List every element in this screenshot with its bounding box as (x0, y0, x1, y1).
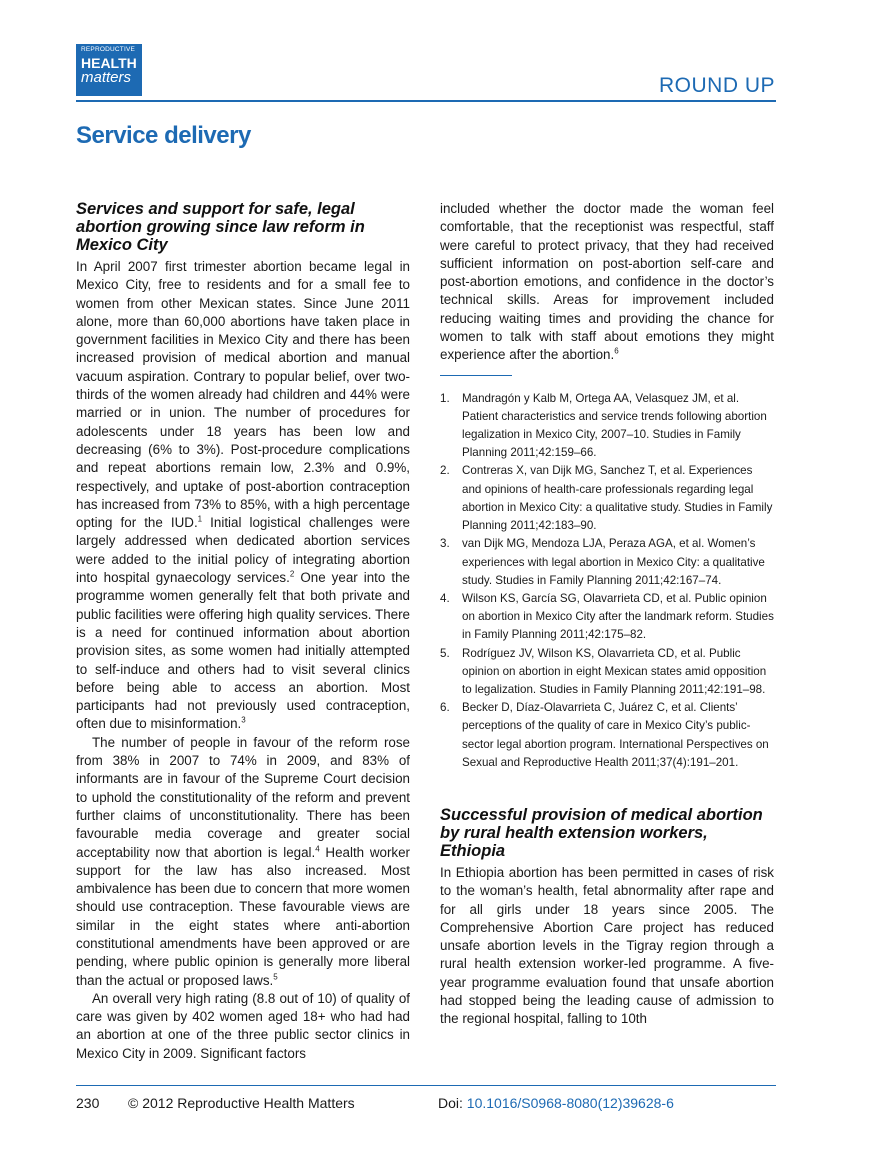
reference-item: 5. Rodríguez JV, Wilson KS, Olavarrieta CD, et al. Public opinion on abortion in eight Mexican states amid opposition to legalization. Studies in Family Planning 2011;42:191–98. (440, 646, 767, 696)
doi-label: Doi: (438, 1095, 467, 1111)
citation-3[interactable]: 3 (241, 715, 246, 725)
reference-list (440, 390, 774, 772)
citation-5[interactable]: 5 (273, 972, 278, 982)
article2-title: Successful provision of medical abortion by rural health extension workers, Ethiopia (440, 805, 763, 860)
reference-item: 6. Becker D, Díaz-Olavarrieta C, Juárez C, et al. Clients’ perceptions of the quality of care in Mexico City’s public-sector legal abortion program. International Perspectives on Sexual and Reproductive Health 2011;37(4):191–201. (440, 701, 769, 769)
citation-1[interactable]: 1 (197, 514, 203, 524)
journal-logo (76, 44, 142, 96)
article2-paragraph-1: In Ethiopia abortion has been permitted in cases of risk to the woman’s health, fetal abnormality after rape and for all girls under 18 years since 2005. The Comprehensive Abortion Care project has reduced unsafe abortion levels in the Tigray region through a rural health extension worker-led programme. A five-year programme evaluation found that unsafe abortion had stopped being the leading cause of admission to the regional hospital, falling to 10th (440, 864, 774, 1027)
page-number: 230 (76, 1095, 100, 1111)
doi (438, 1095, 674, 1111)
citation-4[interactable]: 4 (315, 844, 320, 854)
footer-rule (76, 1085, 776, 1086)
header-rule (76, 100, 776, 102)
reference-item: 2. Contreras X, van Dijk MG, Sanchez T, et al. Experiences and opinions of health-care professionals regarding legal abortion in Mexico City: a qualitative study. Studies in Family Planning 2011;42:183–90. (440, 464, 773, 533)
copyright-notice: © 2012 Reproductive Health Matters (128, 1095, 355, 1111)
citation-6[interactable]: 6 (614, 346, 619, 356)
references-rule (440, 375, 512, 376)
reference-item: 4. Wilson KS, García SG, Olavarrieta CD, et al. Public opinion on abortion in Mexico City after the landmark reform. Studies in Family Planning 2011;42:175–82. (440, 591, 774, 642)
article1-paragraph-3: An overall very high rating (8.8 out of 10) of quality of care was given by 402 women aged 18+ who had had an abortion at one of the three public sector clinics in Mexico City in 2009. Significant factors (76, 990, 410, 1061)
citation-2[interactable]: 2 (289, 569, 295, 579)
article1-paragraph-2: The number of people in favour of the reform rose from 38% in 2007 to 74% in 2009, and 83% of informants are in favour of the Supreme Court decision to uphold the constitutionality of the reform and prevent further claims of unconstitutionality. There has been favourable media coverage and greater social acceptability now that abortion is legal.$^4$ Health worker support for the law has also increased. Most ambivalence has been due to concern that more women should use contraception. These favourable views are similar in the eight states where anti-abortion constitutional amendments have been approved or are pending, where public opinion is generally more liberal than the actual or proposed laws.$^5$ (76, 734, 411, 988)
section-title: Service delivery (76, 122, 251, 149)
doi-link[interactable]: 10.1016/S0968-8080(12)39628-6 (466, 1095, 674, 1111)
right-column (440, 200, 774, 1029)
article1-title: Services and support for safe, legal abortion growing since law reform in Mexico City (76, 200, 365, 254)
article1-paragraph-3-continued: included whether the doctor made the woman feel comfortable, that the receptionist was respectful, staff were careful to protect privacy, that they had received sufficient information on post-abortion self-care and post-abortion emotions, and confidence in the doctor’s technical skills. Areas for improvement included reducing waiting times and providing the chance for women to talk with staff about emotions they might experience after the abortion.$^6$ (440, 201, 774, 363)
reference-item: 1. Mandragón y Kalb M, Ortega AA, Velasquez JM, et al. Patient characteristics and service trends following abortion legalization in Mexico City, 2007–10. Studies in Family Planning 2011;42:159–66. (440, 391, 767, 460)
logo-line-2: HEALTH (81, 54, 137, 71)
logo-line-3: matters (81, 68, 132, 86)
reference-item: 3. van Dijk MG, Mendoza LJA, Peraza AGA, et al. Women’s experiences with legal abortion in Mexico City: a qualitative study. Studies in Family Planning 2011;42:167–74. (440, 537, 765, 587)
section-label: ROUND UP (658, 74, 775, 97)
logo-line-1: REPRODUCTIVE (81, 46, 136, 53)
left-column (76, 200, 410, 1063)
article1-paragraph-1: In April 2007 first trimester abortion became legal in Mexico City, free to residents and for a small fee to women from other Mexican states. Since June 2011 alone, more than 60,000 abortions have taken place in government facilities in Mexico City and there has been increased provision of medical abortion and manual vacuum aspiration. Contrary to popular belief, over two-thirds of the women already had children and 44% were married or in union. The number of procedures for adolescents under 18 years has been low and decreasing (6% to 3%). Post-procedure complications and repeat abortions remain low, 2.3% and 0.9%, respectively, and uptake of post-abortion contraception has increased from 73% to 85%, with a high percentage opting for the IUD.$^1$ Initial logistical challenges were largely addressed when dedicated abortion services were added to the initial policy of integrating abortion into hospital gynaecology services.$^2$ One year into the programme women generally felt that both private and public facilities were offering high quality services. There is a need for continued information about abortion provision sites, as some women had initially attempted to self-induce and others had to visit several clinics before being able to access an abortion. Most participants had not previously used contraception, often due to misinformation.$^3$ (76, 259, 410, 732)
